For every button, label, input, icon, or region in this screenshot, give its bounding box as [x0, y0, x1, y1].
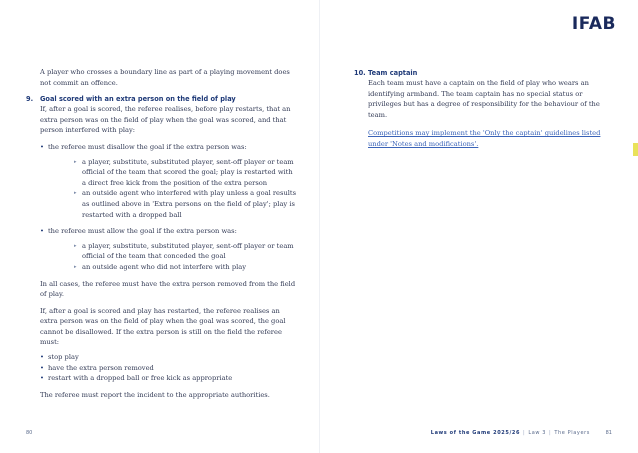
footer-law: Law 3	[528, 430, 547, 436]
disallow-list	[26, 142, 296, 220]
footer-separator: |	[549, 430, 552, 436]
section-9-heading	[26, 94, 296, 104]
bullet-allow-text: the referee must allow the goal if the extra person was:	[48, 227, 237, 236]
captain-guidelines-link[interactable]: Competitions may implement the 'Only the captain' guidelines listed under 'Notes and modifications'.	[368, 129, 601, 148]
disallow-sublist	[48, 157, 296, 221]
running-footer	[431, 430, 590, 436]
captain-guidelines-link-paragraph	[354, 128, 609, 149]
section-9-number: 9.	[26, 95, 34, 104]
left-page-content	[26, 67, 296, 400]
section-9-title: Goal scored with an extra person on the field of play	[40, 95, 236, 104]
page-number-left: 80	[26, 430, 33, 436]
section-9-paragraph-1: If, after a goal is scored, the referee realises, before play restarts, that an extra person was on the field of play when the goal was scored, and that person interfered with play:	[40, 105, 291, 135]
intro-paragraph: A player who crosses a boundary line as part of a playing movement does not commit an offence.	[40, 68, 290, 87]
bullet-allow	[26, 226, 296, 272]
footer-separator: |	[523, 430, 526, 436]
footer-book-title: Laws of the Game 2025/26	[430, 430, 521, 436]
action-item: • restart with a dropped ball or free kick as appropriate	[26, 373, 296, 384]
footer-section: The Players	[554, 430, 590, 436]
action-item: • stop play	[26, 352, 296, 363]
bullet-disallow-text: the referee must disallow the goal if the extra person was:	[48, 142, 247, 151]
section-10-heading	[354, 68, 609, 78]
action-item: • have the extra person removed	[26, 363, 296, 374]
allow-item: ▸ a player, substitute, substituted player, sent-off player or team official of the team that conceded the goal	[48, 241, 296, 262]
disallow-item: ▸ a player, substitute, substituted player, sent-off player or team official of the team that scored the goal; play is restarted with a direct free kick from the position of the extra person	[48, 157, 296, 189]
ifab-logo: IFAB	[571, 14, 616, 34]
page-divider	[319, 0, 320, 453]
disallow-item: ▸ an outside agent who interfered with play unless a goal results as outlined above in 'Extra persons on the field of play'; play is restarted with a dropped ball	[48, 188, 296, 220]
actions-list	[26, 352, 296, 384]
section-tab-marker	[633, 143, 638, 156]
allow-item: ▸ an outside agent who did not interfere with play	[48, 262, 296, 273]
bullet-disallow	[26, 142, 296, 220]
section-9-paragraph-4: The referee must report the incident to the appropriate authorities.	[40, 390, 270, 399]
allow-list	[26, 226, 296, 272]
page-number-right: 81	[605, 430, 612, 436]
section-9-paragraph-2: In all cases, the referee must have the extra person removed from the field of play.	[40, 279, 296, 299]
section-10-number: 10.	[354, 69, 366, 77]
allow-sublist	[48, 241, 296, 273]
section-9-paragraph-3: If, after a goal is scored and play has restarted, the referee realises an extra person was on the field of play when the goal was scored, the goal cannot be disallowed. If the extra person is still on the field the referee must:	[40, 306, 286, 347]
section-10-paragraph: Each team must have a captain on the field of play who wears an identifying armband. The team captain has no special status or privileges but has a degree of responsibility for the behaviour of the team.	[368, 79, 600, 119]
right-page-content	[354, 68, 609, 150]
section-10-title: Team captain	[368, 69, 418, 77]
